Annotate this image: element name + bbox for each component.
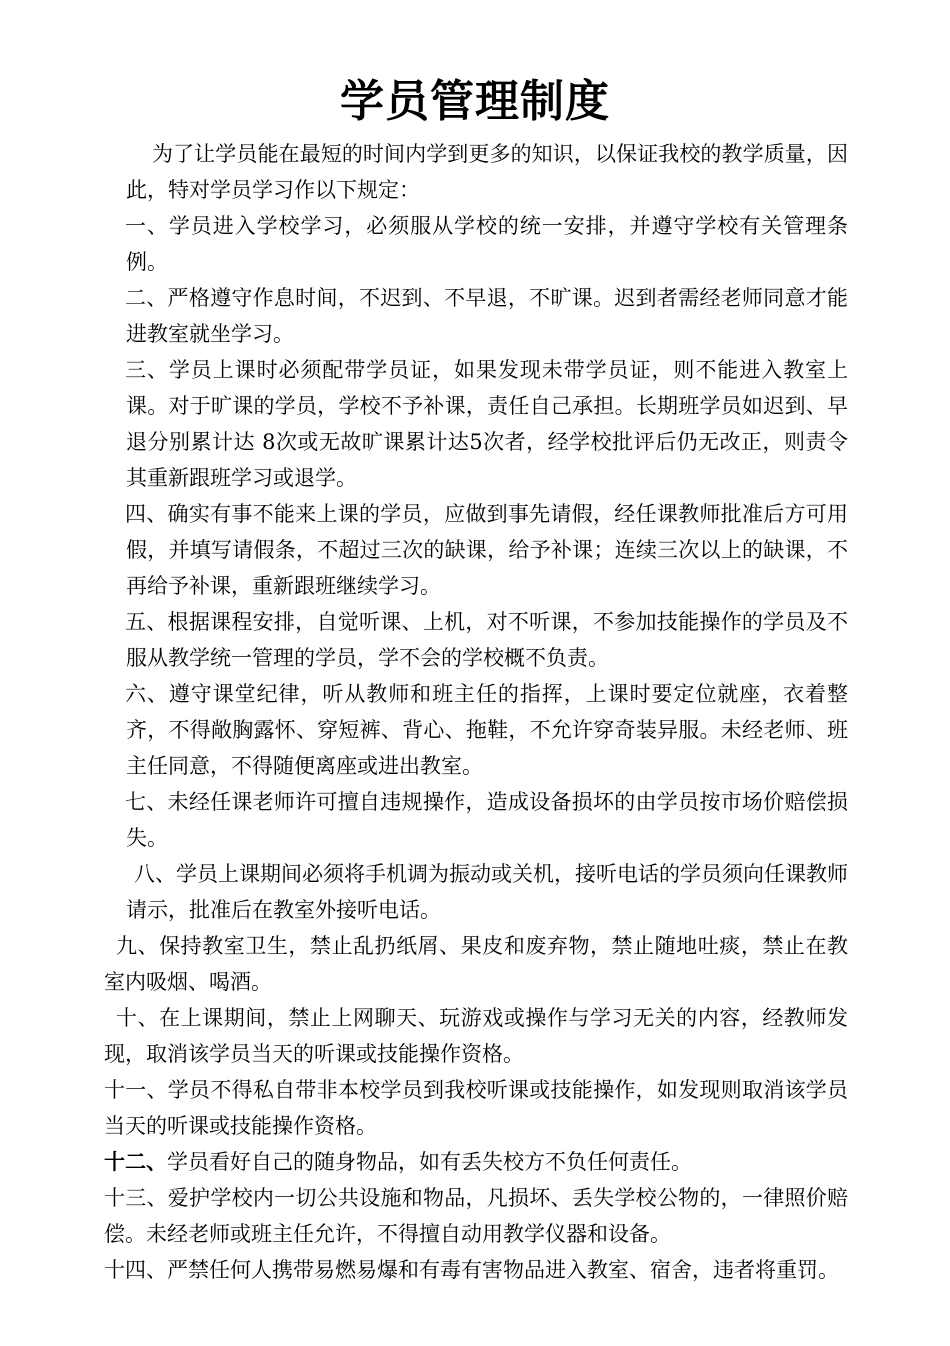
rule-item-11 (104, 1072, 848, 1144)
rule-text: 严禁任何人携带易燃易爆和有毒有害物品进入教室、宿舍，违者将重罚。 (167, 1258, 839, 1282)
rule-number: 十、 (116, 1006, 160, 1030)
rule-text: 确实有事不能来上课的学员，应做到事先请假，经任课教师批准后方可用假，并填写请假条，不超过三次的缺课，给予补课；连续三次以上的缺课，不再给予补课，重新跟班继续学习。 (126, 502, 848, 598)
document-body (104, 136, 848, 1288)
rule-text: 学员不得私自带非本校学员到我校听课或技能操作，如发现则取消该学员当天的听课或技能操作资格。 (104, 1078, 848, 1138)
rule-text: 学员看好自己的随身物品，如有丢失校方不负任何责任。 (167, 1150, 692, 1174)
rule-item-7 (104, 784, 848, 856)
rule-item-8 (104, 856, 848, 928)
rule-number: 十三、 (104, 1186, 168, 1210)
rule-number: 六、 (125, 682, 169, 706)
rule-item-2 (104, 280, 848, 352)
rule-number: 七、 (125, 790, 168, 814)
rule-number: 五、 (125, 610, 168, 634)
rule-item-4 (104, 496, 848, 604)
rule-item-12 (104, 1144, 848, 1180)
rule-text: 学员进入学校学习，必须服从学校的统一安排，并遵守学校有关管理条例。 (126, 214, 848, 274)
rule-text: 学员上课期间必须将手机调为振动或关机，接听电话的学员须向任课教师请示，批准后在教室外接听电话。 (126, 862, 848, 922)
rule-text: 遵守课堂纪律，听从教师和班主任的指挥，上课时要定位就座，衣着整齐，不得敞胸露怀、穿短裤、背心、拖鞋，不允许穿奇装异服。未经老师、班主任同意，不得随便离座或进出教室。 (126, 682, 848, 778)
page-title: 学员管理制度 (340, 76, 610, 127)
rule-number: 四、 (125, 502, 168, 526)
rule-text: 保持教室卫生，禁止乱扔纸屑、果皮和废弃物，禁止随地吐痰，禁止在教室内吸烟、喝酒。 (104, 934, 848, 994)
intro-paragraph: 为了让学员能在最短的时间内学到更多的知识，以保证我校的教学质量，因此，特对学员学习作以下规定： (126, 142, 848, 202)
rule-item-5 (104, 604, 848, 676)
rule-item-6 (104, 676, 848, 784)
rule-text: 严格遵守作息时间，不迟到、不早退，不旷课。迟到者需经老师同意才能进教室就坐学习。 (126, 286, 848, 346)
rule-number: 一、 (125, 214, 169, 238)
rule-item-14 (104, 1252, 848, 1288)
rule-text: 在上课期间，禁止上网聊天、玩游戏或操作与学习无关的内容，经教师发现，取消该学员当天的听课或技能操作资格。 (104, 1006, 848, 1066)
rule-item-3 (104, 352, 848, 496)
rule-item-9 (104, 928, 848, 1000)
rule-number: 十二、 (104, 1149, 167, 1174)
rule-number: 十四、 (104, 1258, 167, 1282)
rule-number: 八、 (134, 862, 176, 886)
rule-text: 爱护学校内一切公共设施和物品，凡损坏、丢失学校公物的，一律照价赔偿。未经老师或班主任允许，不得擅自动用教学仪器和设备。 (104, 1186, 848, 1246)
rule-item-13 (104, 1180, 848, 1252)
rule-number: 九、 (116, 934, 160, 958)
rule-number: 二、 (125, 286, 168, 310)
rule-item-10 (104, 1000, 848, 1072)
rule-number: 三、 (125, 358, 169, 382)
rule-text: 学员上课时必须配带学员证，如果发现未带学员证，则不能进入教室上课。对于旷课的学员，学校不予补课，责任自己承担。长期班学员如迟到、早退分别累计达 8次或无故旷课累计达5次者，经学校批评后仍无改正，则责令其重新跟班学习或退学。 (126, 358, 848, 490)
rule-number: 十一、 (104, 1078, 168, 1102)
rule-item-1 (104, 208, 848, 280)
rule-text: 未经任课老师许可擅自违规操作，造成设备损坏的由学员按市场价赔偿损失。 (126, 790, 848, 850)
rule-text: 根据课程安排，自觉听课、上机，对不听课，不参加技能操作的学员及不服从教学统一管理的学员，学不会的学校概不负责。 (126, 610, 848, 670)
